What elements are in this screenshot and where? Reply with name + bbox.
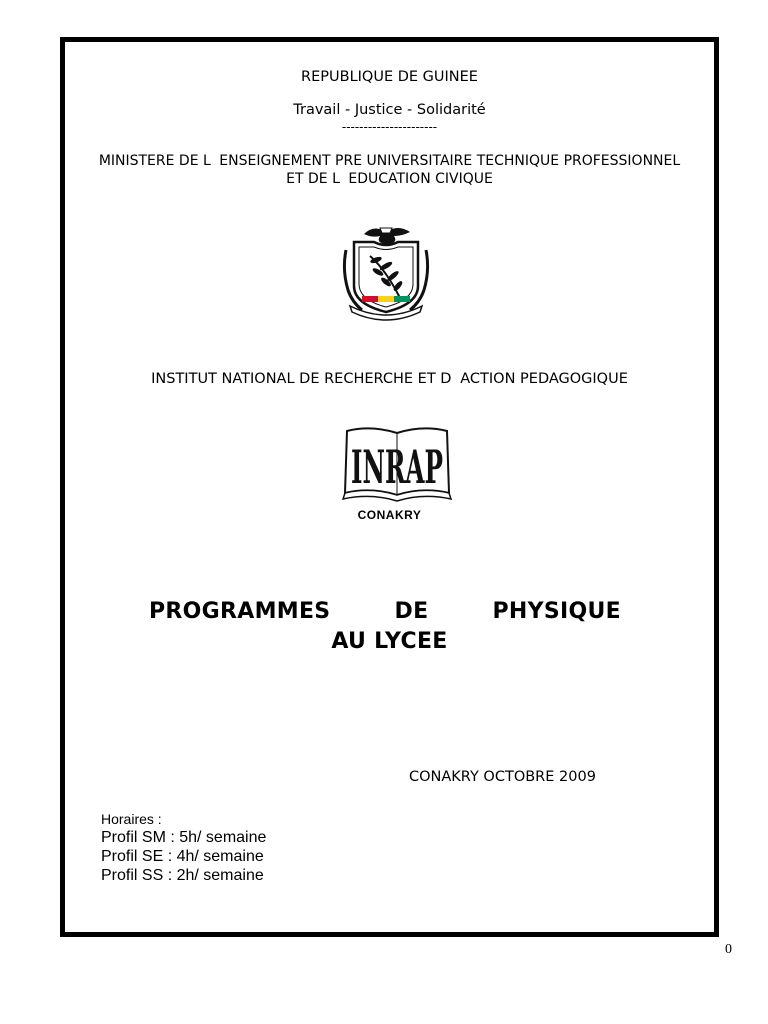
schedule-item: Profil SE : 4h/ semaine bbox=[101, 848, 264, 865]
institute-name: INSTITUT NATIONAL DE RECHERCHE ET DACTION PEDAGOGIQUE bbox=[151, 371, 628, 387]
inrap-logo-text: INRAP bbox=[351, 440, 443, 494]
inrap-book-logo bbox=[341, 425, 453, 505]
schedule-heading: Horaires : bbox=[101, 811, 162, 827]
schedule-item: Profil SS : 2h/ semaine bbox=[101, 867, 264, 884]
page-border-frame bbox=[60, 37, 719, 937]
ministry-line-2: ET DE LEDUCATION CIVIQUE bbox=[286, 171, 493, 187]
title-word: PROGRAMMES bbox=[149, 599, 331, 624]
separator-line: ---------------------- bbox=[341, 120, 438, 134]
ministry-line-1: MINISTERE DE LENSEIGNEMENT PRE UNIVERSITAIRE TECHNIQUE PROFESSIONNEL bbox=[98, 153, 681, 169]
schedule-item: Profil SM : 5h/ semaine bbox=[101, 829, 267, 846]
title-word: PHYSIQUE bbox=[492, 599, 621, 624]
national-motto: Travail - Justice - Solidarité bbox=[293, 102, 486, 118]
coat-of-arms-emblem bbox=[336, 220, 436, 324]
document-title-line-2: AU LYCEE bbox=[331, 629, 448, 654]
date-line: CONAKRY OCTOBRE 2009 bbox=[409, 769, 596, 785]
title-word: DE bbox=[394, 599, 429, 624]
logo-city-caption: CONAKRY bbox=[357, 508, 422, 522]
republic-heading: REPUBLIQUE DE GUINEE bbox=[301, 69, 478, 85]
page-number: 0 bbox=[725, 942, 732, 957]
document-title-line-1 bbox=[149, 599, 621, 624]
